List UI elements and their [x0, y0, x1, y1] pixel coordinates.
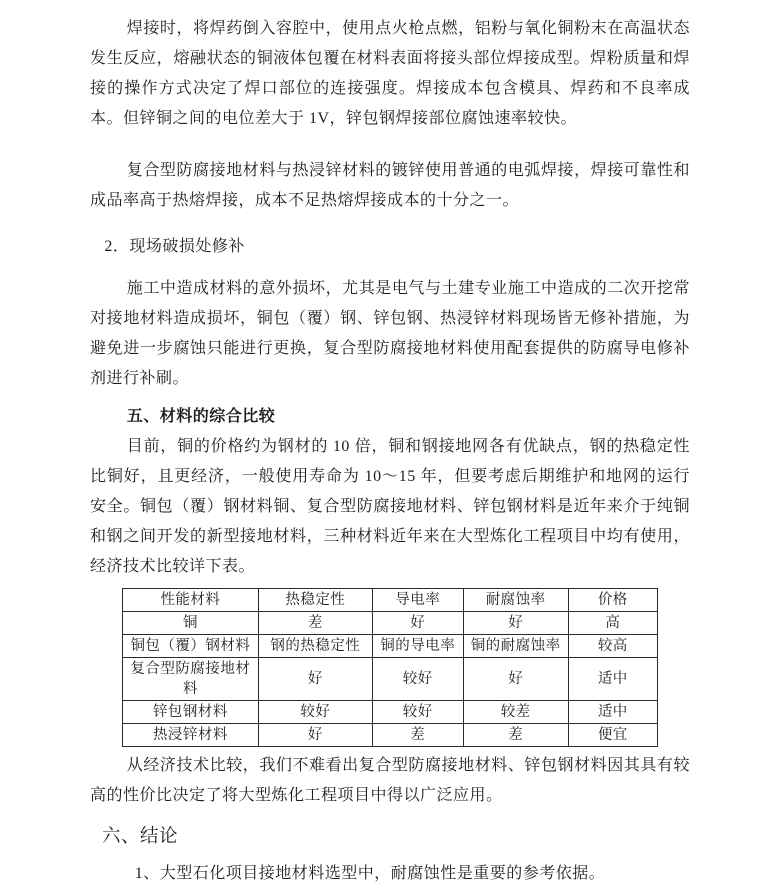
table-row [123, 724, 658, 747]
paragraph-material-comparison: 目前，铜的价格约为钢材的 10 倍，铜和钢接地网各有优缺点，钢的热稳定性比铜好，且更经济，一般使用寿命为 10～15 年，但要考虑后期维护和地网的运行安全。铜包（覆）钢材料铜、复合型防腐接地材料、锌包钢材料是近年来介于纯铜和钢之间开发的新型接地材料，三种材料近年来在大型炼化工程项目中均有使用，经济技术比较详下表。 [90, 438, 690, 575]
table-cell: 差 [258, 612, 372, 635]
section-heading-material-comparison: 五、材料的综合比较 [126, 408, 276, 425]
table-cell: 铜包（覆）钢材料 [123, 635, 259, 658]
table-header-cell: 性能材料 [123, 589, 259, 612]
table-cell: 较差 [463, 701, 568, 724]
table-cell: 好 [258, 724, 372, 747]
table-header-cell: 导电率 [372, 589, 463, 612]
table-header-cell: 价格 [568, 589, 657, 612]
paragraph-economic-comparison: 从经济技术比较，我们不难看出复合型防腐接地材料、锌包钢材料因其具有较高的性价比决定了将大型炼化工程项目中得以广泛应用。 [90, 757, 690, 804]
section-heading-conclusion: 六、结论 [102, 827, 179, 847]
comparison-table-body [123, 612, 658, 747]
table-row [123, 612, 658, 635]
paragraph-conclusion-point-1: 1、大型石化项目接地材料选型中，耐腐蚀性是重要的参考依据。 [134, 865, 606, 882]
table-cell: 复合型防腐接地材料 [123, 658, 259, 701]
table-cell: 铜 [123, 612, 259, 635]
paragraph-arc-welding: 复合型防腐接地材料与热浸锌材料的镀锌使用普通的电弧焊接，焊接可靠性和成品率高于热熔焊接，成本不足热熔焊接成本的十分之一。 [90, 162, 690, 209]
table-cell: 适中 [568, 658, 657, 701]
table-cell: 好 [372, 612, 463, 635]
table-cell: 钢的热稳定性 [258, 635, 372, 658]
table-header-cell: 耐腐蚀率 [463, 589, 568, 612]
table-cell: 较好 [258, 701, 372, 724]
table-cell: 高 [568, 612, 657, 635]
table-cell: 较好 [372, 658, 463, 701]
table-cell: 便宜 [568, 724, 657, 747]
table-cell: 差 [463, 724, 568, 747]
table-row [123, 658, 658, 701]
paragraph-field-repair: 施工中造成材料的意外损坏，尤其是电气与土建专业施工中造成的二次开挖常对接地材料造成损坏，铜包（覆）钢、锌包钢、热浸锌材料现场皆无修补措施，为避免进一步腐蚀只能进行更换，复合型防腐接地材料使用配套提供的防腐导电修补剂进行补刷。 [90, 280, 690, 387]
table-header-cell: 热稳定性 [258, 589, 372, 612]
paragraph-welding-process: 焊接时，将焊药倒入容腔中，使用点火枪点燃，铝粉与氧化铜粉末在高温状态发生反应，熔融状态的铜液体包覆在材料表面将接头部位焊接成型。焊粉质量和焊接的操作方式决定了焊口部位的连接强度。焊接成本包含模具、焊药和不良率成本。但锌铜之间的电位差大于 1V，锌包钢焊接部位腐蚀速率较快。 [90, 20, 690, 127]
comparison-table [122, 588, 658, 747]
table-row [123, 635, 658, 658]
table-cell: 锌包钢材料 [123, 701, 259, 724]
section-heading-field-repair: 2．现场破损处修补 [104, 238, 245, 255]
table-cell: 差 [372, 724, 463, 747]
table-cell: 较高 [568, 635, 657, 658]
table-cell: 铜的导电率 [372, 635, 463, 658]
comparison-table-head-row [123, 589, 658, 612]
table-cell: 适中 [568, 701, 657, 724]
table-cell: 好 [463, 612, 568, 635]
table-row [123, 701, 658, 724]
table-cell: 较好 [372, 701, 463, 724]
table-cell: 热浸锌材料 [123, 724, 259, 747]
table-cell: 好 [463, 658, 568, 701]
table-cell: 好 [258, 658, 372, 701]
table-cell: 铜的耐腐蚀率 [463, 635, 568, 658]
